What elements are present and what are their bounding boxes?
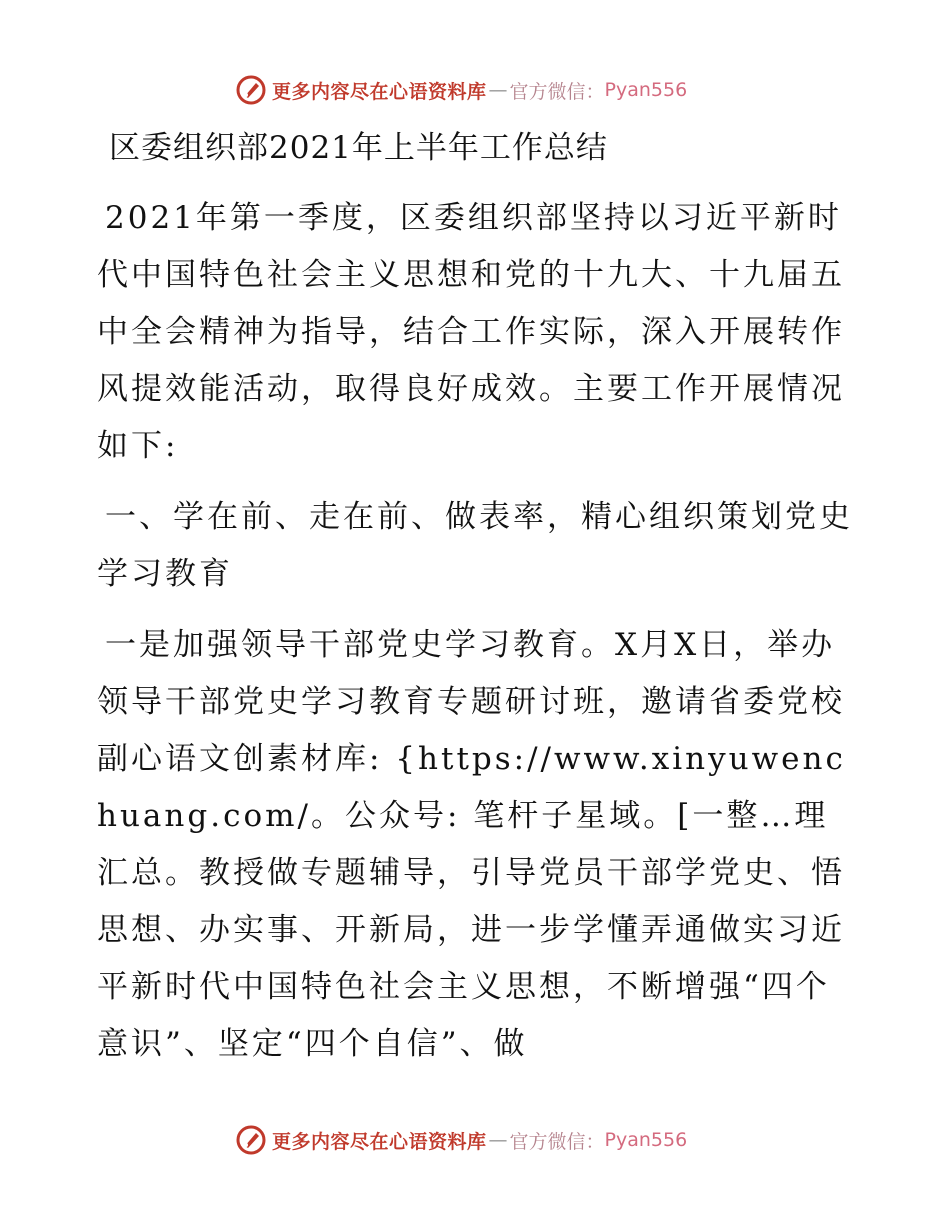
section-heading-1: 一、学在前、走在前、做表率，精心组织策划党史学习教育 — [97, 499, 853, 592]
watermark-wechat-id: Pyan556 — [604, 79, 688, 101]
paragraph-intro: 2021年第一季度，区委组织部坚持以习近平新时代中国特色社会主义思想和党的十九大、十九届五中全会精神为指导，结合工作实际，深入开展转作风提效能活动，取得良好成效。主要工作开展情况如下: — [97, 200, 845, 464]
footer-watermark — [236, 1123, 687, 1157]
brand-logo-icon — [236, 1125, 266, 1155]
watermark-sub: 官方微信： — [509, 1130, 605, 1153]
watermark-dash: — — [488, 1129, 508, 1151]
watermark-wechat-id: Pyan556 — [604, 1129, 688, 1151]
watermark-brand: 更多内容尽在心语资料库 — [272, 1130, 487, 1153]
document-body — [97, 120, 857, 1087]
brand-logo-icon — [236, 75, 266, 105]
watermark-dash: — — [488, 79, 508, 101]
watermark-brand: 更多内容尽在心语资料库 — [272, 80, 487, 103]
paragraph-section-1-item-1: 一是加强领导干部党史学习教育。X月X日，举办领导干部党史学习教育专题研讨班，邀请省委党校副心语文创素材库: {https://www.xinyuwenchuang.com/。公众号: 笔杆子星域。[一整…理汇总。教授做专题辅导，引导党员干部学党史、悟思想、办实事、开新局，进一步学懂弄通做实习近平新时代中国特色社会主义思想，不断增强“四个意识”、坚定“四个自信”、做 — [97, 627, 846, 1062]
document-title: 区委组织部2021年上半年工作总结 — [109, 130, 608, 166]
watermark-sub: 官方微信： — [509, 80, 605, 103]
header-watermark — [236, 73, 687, 107]
